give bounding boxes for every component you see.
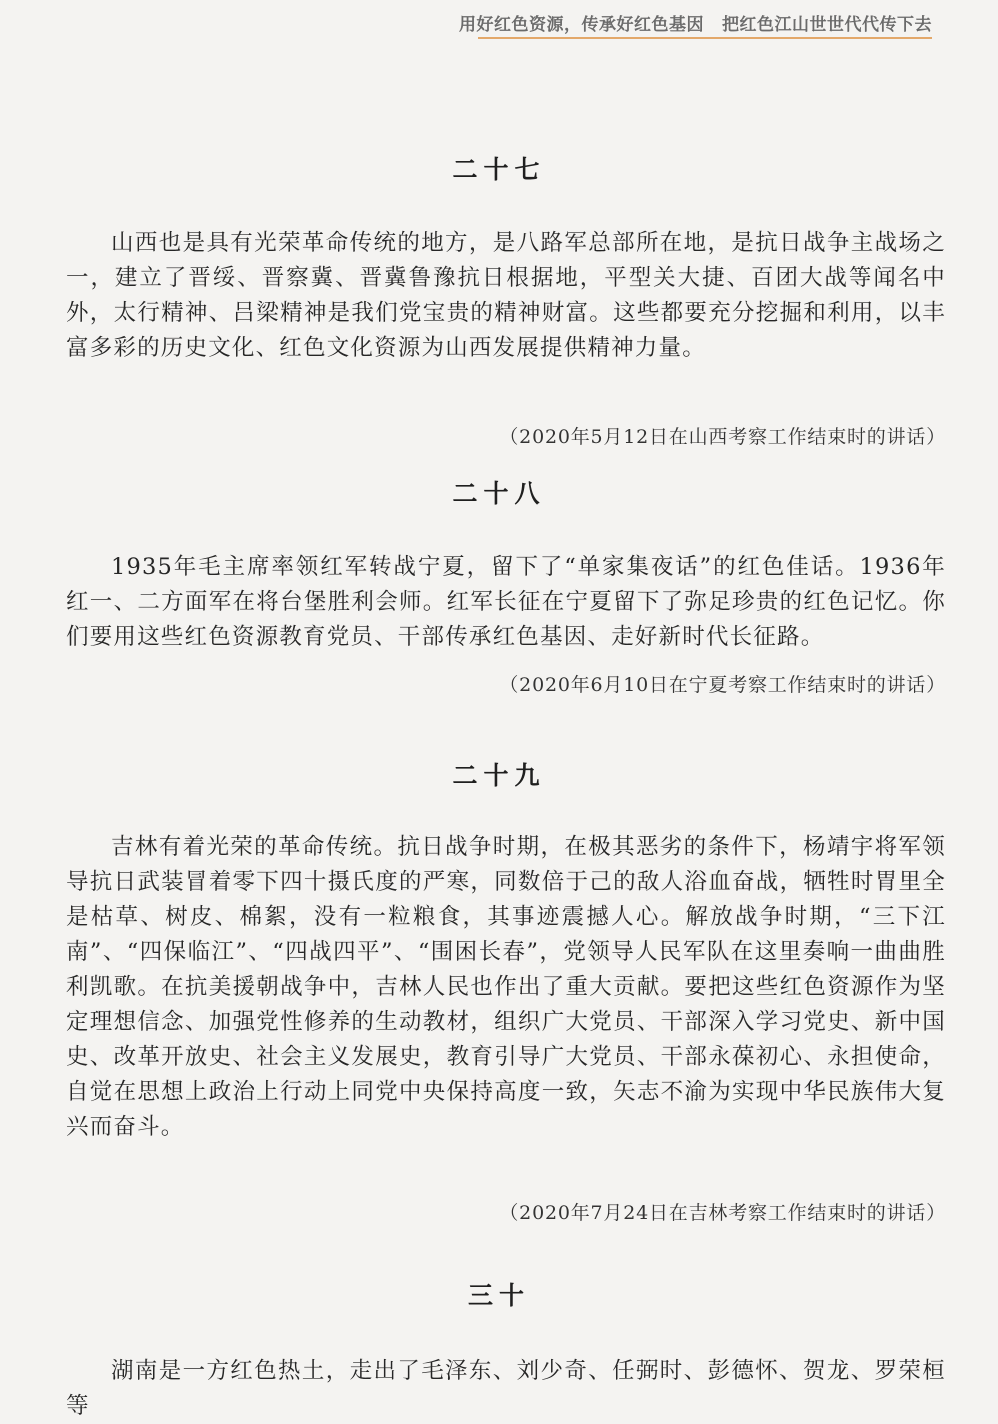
section-heading-28: 二十八 xyxy=(452,479,546,508)
section-heading-27: 二十七 xyxy=(452,155,546,184)
header-rule xyxy=(478,37,932,39)
running-header-left-title: 用好红色资源，传承好红色基因 xyxy=(459,15,704,35)
section-source-29: （2020年7月24日在吉林考察工作结束时的讲话） xyxy=(499,1202,946,1224)
section-source-28: （2020年6月10日在宁夏考察工作结束时的讲话） xyxy=(499,674,946,696)
section-body-27: 山西也是具有光荣革命传统的地方，是八路军总部所在地，是抗日战争主战场之一，建立了晋绥、晋察冀、晋冀鲁豫抗日根据地，平型关大捷、百团大战等闻名中外，太行精神、吕梁精神是我们党宝贵的精神财富。这些都要充分挖掘和利用，以丰富多彩的历史文化、红色文化资源为山西发展提供精神力量。 xyxy=(66,230,946,361)
section-body-29: 吉林有着光荣的革命传统。抗日战争时期，在极其恶劣的条件下，杨靖宇将军领导抗日武装冒着零下四十摄氏度的严寒，同数倍于己的敌人浴血奋战，牺牲时胃里全是枯草、树皮、棉絮，没有一粒粮食，其事迹震撼人心。解放战争时期，“三下江南”、“四保临江”、“四战四平”、“围困长春”，党领导人民军队在这里奏响一曲曲胜利凯歌。在抗美援朝战争中，吉林人民也作出了重大贡献。要把这些红色资源作为坚定理想信念、加强党性修养的生动教材，组织广大党员、干部深入学习党史、新中国史、改革开放史、社会主义发展史，教育引导广大党员、干部永葆初心、永担使命，自觉在思想上政治上行动上同党中央保持高度一致，矢志不渝为实现中华民族伟大复兴而奋斗。 xyxy=(66,834,946,1140)
section-body-28: 1935年毛主席率领红军转战宁夏，留下了“单家集夜话”的红色佳话。1936年红一、二方面军在将台堡胜利会师。红军长征在宁夏留下了弥足珍贵的红色记忆。你们要用这些红色资源教育党员、干部传承红色基因、走好新时代长征路。 xyxy=(66,554,946,650)
section-body-30: 湖南是一方红色热土，走出了毛泽东、刘少奇、任弼时、彭德怀、贺龙、罗荣桓等 xyxy=(66,1358,946,1419)
section-heading-30: 三十 xyxy=(467,1281,530,1310)
running-header xyxy=(459,10,932,35)
section-heading-29: 二十九 xyxy=(452,761,546,790)
running-header-right-title: 把红色江山世世代代传下去 xyxy=(722,15,932,35)
section-source-27: （2020年5月12日在山西考察工作结束时的讲话） xyxy=(499,426,946,448)
